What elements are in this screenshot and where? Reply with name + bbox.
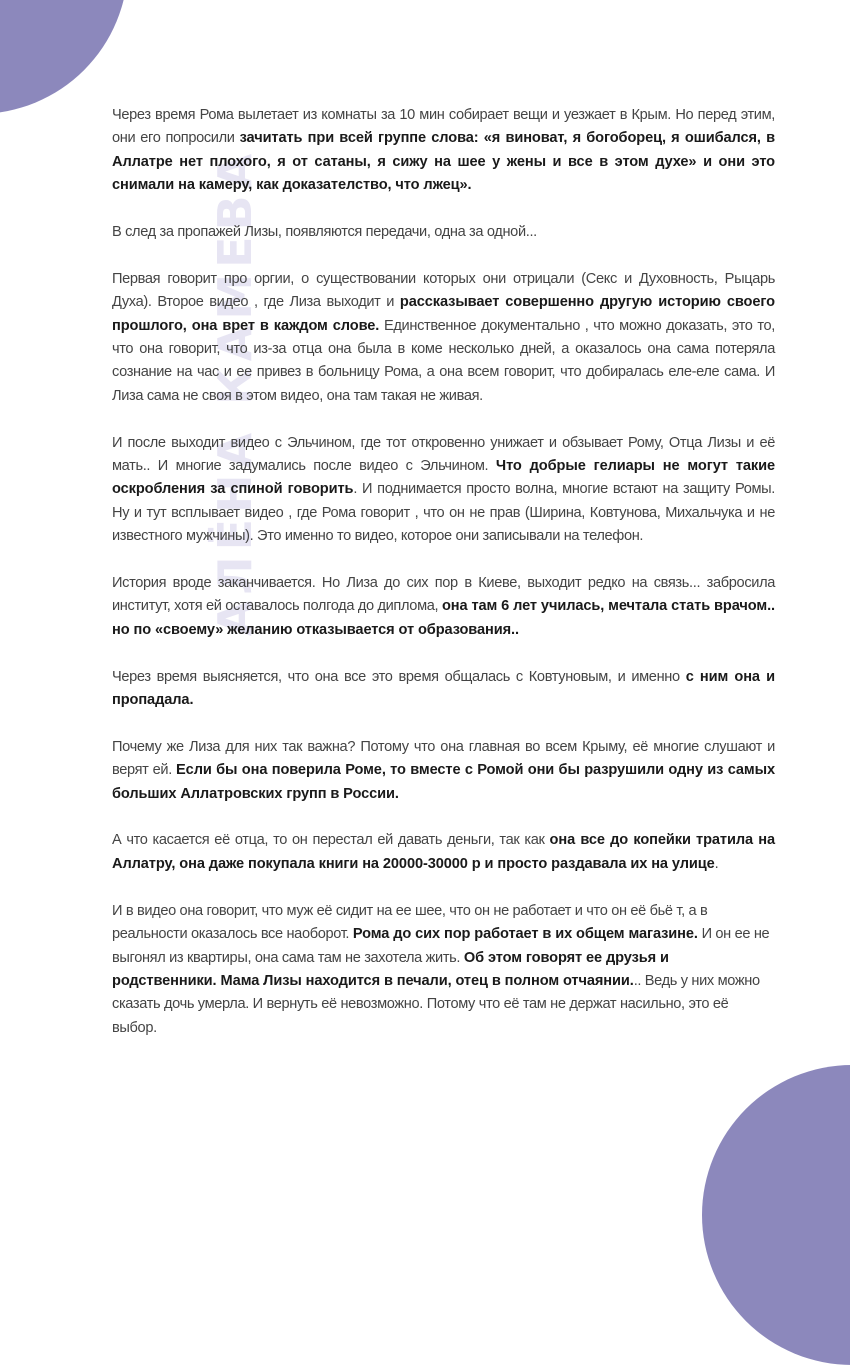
paragraph [112, 736, 775, 806]
bold-text-run: рассказывает совершенно другую историю своего прошлого, она врет в каждом слове. [112, 294, 775, 334]
bold-text-run: Что добрые гелиары не могут такие оскробления за спиной говорить [112, 458, 775, 498]
bold-text-run: Рома до сих пор работает в их общем магазине. [352, 926, 698, 943]
bold-text-run: Об этом говорят ее друзья и родственники. Мама Лизы находится в печали, отец в полном отчаянии. [112, 949, 669, 989]
paragraph [112, 900, 775, 1040]
paragraph [112, 829, 775, 876]
text-run: Почему же Лиза для них так важна? Потому что она главная во всем Крыму, её многие слушают и верят ей. [112, 738, 775, 779]
text-run: Первая говорит про оргии, о существовании которых они отрицали (Секс и Духовность, Рыцарь Духа). Второе видео , где Лиза выходит и [112, 270, 775, 311]
paragraph [112, 221, 775, 244]
text-run: И после выходит видео с Эльчином, где тот откровенно унижает и обзывает Рому, Отца Лизы и её мать.. И многие задумались после видео с Эльчином. [112, 434, 775, 475]
text-run: В след за пропажей Лизы, появляются передачи, одна за одной... [112, 224, 537, 241]
bold-text-run: она там 6 лет училась, мечтала стать врачом.. но по «своему» желанию отказывается от образования.. [112, 598, 775, 638]
text-run: История вроде заканчивается. Но Лиза до сих пор в Киеве, выходит редко на связь... забросила институт, хотя ей оставалось полгода до диплома, [112, 575, 775, 615]
paragraph [112, 268, 775, 408]
bold-text-run: зачитать при всей группе слова: «я виноват, я богоборец, я ошибался, в Аллатре нет плохого, я от сатаны, я сижу на шее у жены и все в этом духе» и они это снимали на камеру, как доказателство, что лжец». [112, 130, 776, 194]
paragraph [112, 666, 775, 713]
watermark-text: АЛЁНА КАМЕВА [208, 147, 262, 637]
document-body [112, 104, 775, 1064]
paragraph [112, 104, 775, 198]
text-run: Через время Рома вылетает из комнаты за 10 мин собирает вещи и уезжает в Крым. Но перед этим, они его попросили [112, 107, 775, 147]
decorative-circle-bottom-right [702, 1065, 850, 1365]
bold-text-run: Если бы она поверила Роме, то вместе с Ромой они бы разрушили одну из самых больших Аллатровских групп в России. [112, 762, 775, 802]
bold-text-run: с ним она и пропадала. [112, 668, 775, 709]
decorative-circle-top-left [0, 0, 128, 114]
text-run: . [714, 855, 719, 872]
paragraph [112, 572, 775, 642]
text-run: . И поднимается просто волна, многие встают на защиту Ромы. Ну и тут всплывает видео , где Рома говорит , что он не прав (Ширина, Ковтунова, Михальчука и не известного мужчины). Это именно то видео, которое они записывали на телефон. [112, 481, 776, 545]
paragraph [112, 432, 775, 549]
bold-text-run: она все до копейки тратила на Аллатру, она даже покупала книги на 20000-30000 р и просто раздавала их на улице [112, 832, 776, 872]
text-run: Единственное документально , что можно доказать, это то, что она говорит, что из-за отца она была в коме несколько дней, а оказалось она сама потеряла сознание на час и ее привез в больницу Рома, а она всем говорит, что добиралась еле-еле сама. И Лиза сама не своя в этом видео, она там такая не живая. [112, 317, 775, 404]
text-run: И он ее не выгонял из квартиры, она сама там не захотела жить. [112, 926, 770, 966]
text-run: .. Ведь у них можно сказать дочь умерла. И вернуть её невозможно. Потому что её там не держат насильно, это её выбор. [112, 972, 760, 1036]
text-run: И в видео она говорит, что муж её сидит на ее шее, что он не работает и что он её бьё т, а в реальности оказалось все наоборот. [112, 902, 708, 943]
text-run: Через время выясняется, что она все это время общалась с Ковтуновым, и именно [112, 668, 686, 685]
text-run: А что касается её отца, то он перестал ей давать деньги, так как [112, 832, 550, 849]
